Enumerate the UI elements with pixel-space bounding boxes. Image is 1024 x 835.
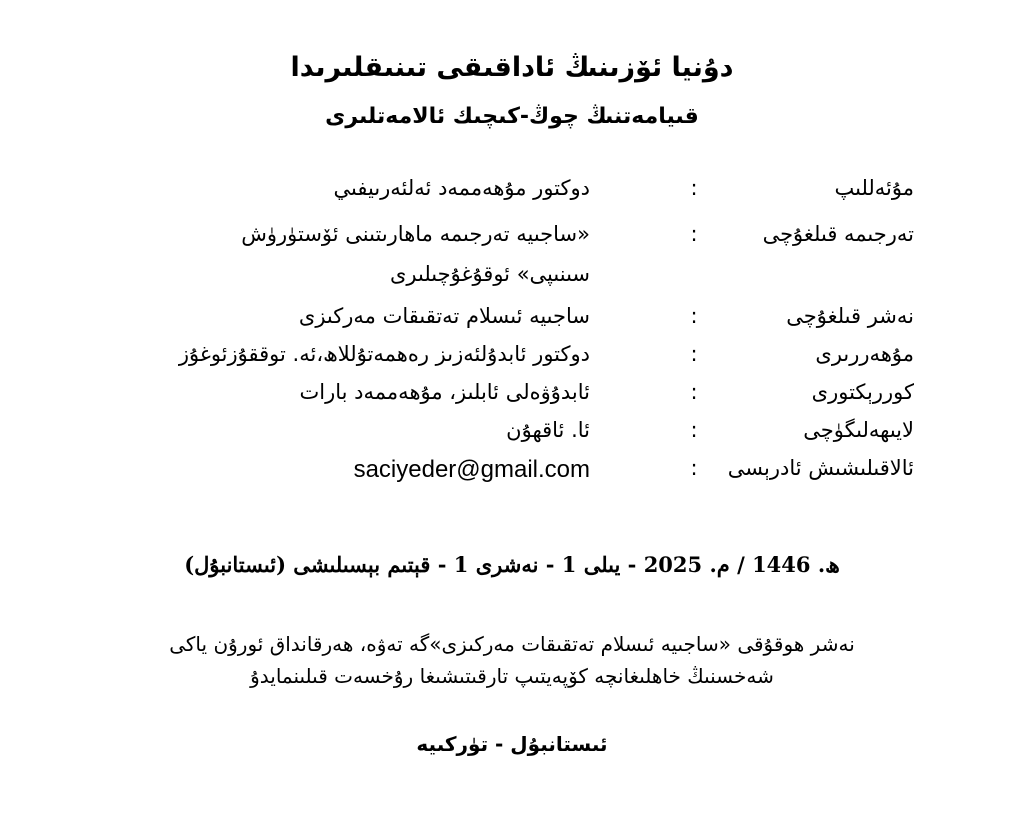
contact-colon: : xyxy=(690,456,698,480)
contact-email: saciyeder@gmail.com xyxy=(353,456,590,483)
contact-label: ئالاقىلىشىش ئادرېسى xyxy=(727,456,914,480)
info-row-designer xyxy=(0,418,1024,452)
translator-value-line2: سىنىپى» ئوقۇغۇچىلىرى xyxy=(389,262,590,286)
designer-value: ئا. ئاقھۇن xyxy=(506,418,590,442)
author-value: دوكتور مۇھەممەد ئەلئەرىيفىي xyxy=(333,176,590,200)
editor-colon: : xyxy=(690,342,698,366)
translator-colon: : xyxy=(690,222,698,246)
proofreader-label: كوررېكتورى xyxy=(811,380,914,404)
translator-value-line1: «ساجىيە تەرجىمە ماھارىتىنى ئۆستۈرۈش xyxy=(241,222,590,246)
info-row-contact xyxy=(0,456,1024,490)
info-row-author xyxy=(0,176,1024,210)
publisher-value: ساجىيە ئىسلام تەتقىقات مەركىزى xyxy=(298,304,590,328)
author-label: مۇئەللىپ xyxy=(834,176,914,200)
proofreader-value: ئابدۇۋەلى ئابلىز، مۇھەممەد بارات xyxy=(299,380,590,404)
editor-label: مۇھەررىرى xyxy=(815,342,914,366)
copyright-notice-line2: شەخسنىڭ خاھلىغانچە كۆپەيتىپ تارقىتىشىغا رۇخسەت قىلىنمايدۇ xyxy=(250,664,774,688)
author-colon: : xyxy=(690,176,698,200)
info-row-translator-cont xyxy=(0,262,1024,296)
copyright-notice-line1: نەشر ھوقۇقى «ساجىيە ئىسلام تەتقىقات مەركىزى»گە تەۋە، ھەرقانداق ئورۇن ياكى xyxy=(169,632,855,656)
editor-value: دوكتور ئابدۇلئەزىز رەھمەتۇللاھ،ئە. توققۇزئوغۇز xyxy=(178,342,590,366)
proofreader-colon: : xyxy=(690,380,698,404)
info-row-publisher xyxy=(0,304,1024,338)
designer-colon: : xyxy=(690,418,698,442)
publisher-colon: : xyxy=(690,304,698,328)
book-subtitle: قىيامەتنىڭ چوڭ-كىچىك ئالامەتلىرى xyxy=(325,104,699,129)
designer-label: لايىھەلىگۈچى xyxy=(803,418,914,442)
info-row-translator xyxy=(0,222,1024,256)
book-title: دۇنيا ئۆزىنىڭ ئاداقىقى تىنىقلىرىدا xyxy=(290,52,734,83)
edition-line: ھ. 1446 / م. 2025 - يىلى 1 - نەشرى 1 - قېتىم بېسىلىشى (ئىستانبۇل) xyxy=(184,552,840,577)
publisher-label: نەشر قىلغۇچى xyxy=(786,304,914,328)
translator-label: تەرجىمە قىلغۇچى xyxy=(762,222,914,246)
publication-city: ئىستانبۇل - تۈركىيە xyxy=(416,732,608,756)
info-row-proofreader xyxy=(0,380,1024,414)
info-row-editor xyxy=(0,342,1024,376)
